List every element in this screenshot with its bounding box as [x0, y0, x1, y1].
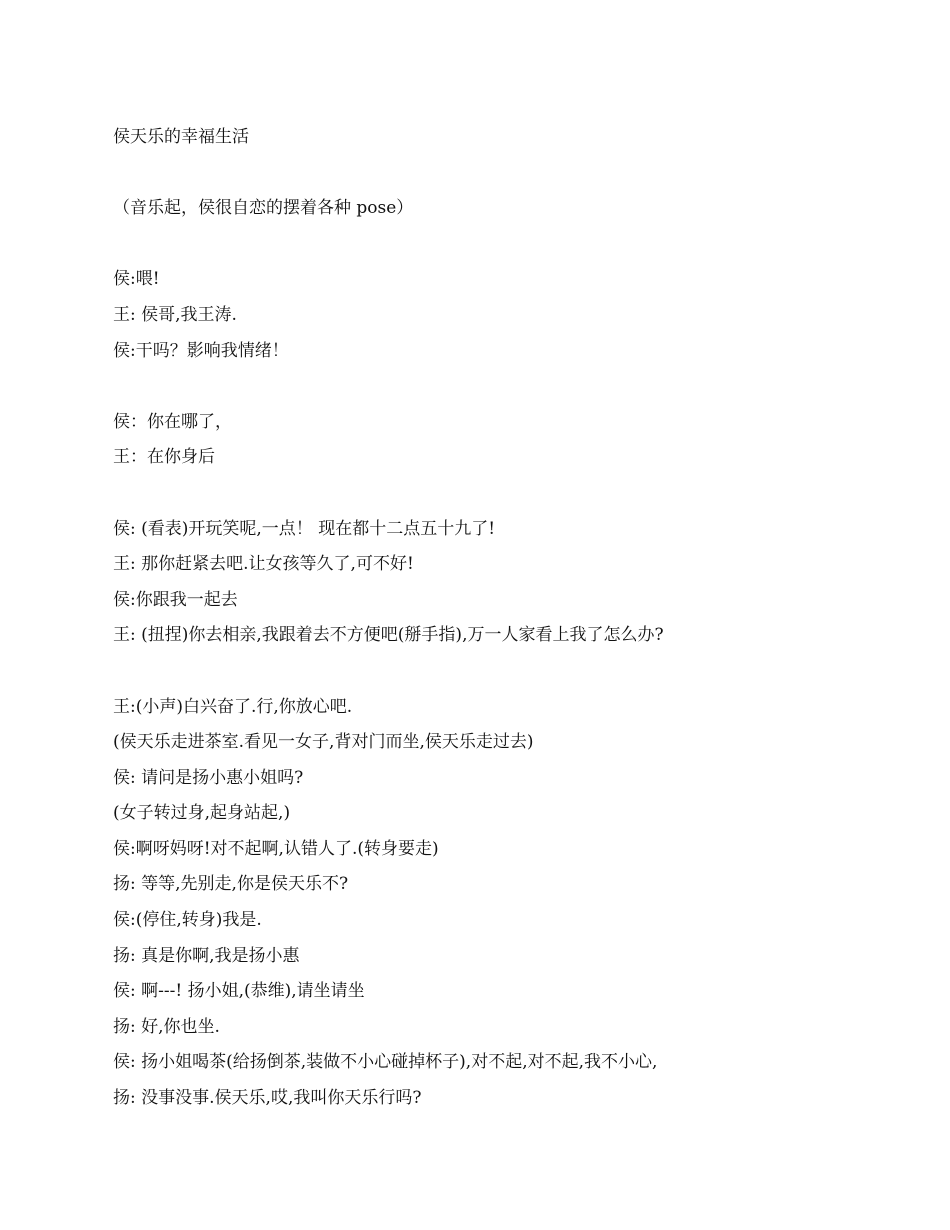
stage-direction: （音乐起，侯很自恋的摆着各种 pose） [113, 198, 414, 219]
dialogue-line: 王：在你身后 [113, 447, 215, 468]
document-title: 侯天乐的幸福生活 [113, 127, 249, 147]
dialogue-line: 侯: (看表)开玩笑呢,一点！ 现在都十二点五十九了! [113, 518, 496, 539]
blank-line [113, 227, 853, 263]
dialogue-line: 侯: 啊---! 扬小姐,(恭维),请坐请坐 [113, 981, 365, 1002]
dialogue-line: 侯:你跟我一起去 [113, 589, 238, 610]
dialogue-line: 扬: 真是你啊,我是扬小惠 [113, 945, 300, 966]
dialogue-line: 扬: 好,你也坐. [113, 1016, 220, 1037]
blank-line [113, 654, 853, 690]
dialogue-line: 侯:啊呀妈呀!对不起啊,认错人了.(转身要走) [113, 838, 439, 859]
dialogue-line: 王:(小声)白兴奋了.行,你放心吧. [113, 696, 353, 717]
dialogue-line: 侯: 请问是扬小惠小姐吗? [113, 767, 304, 788]
dialogue-line: 扬: 没事没事.侯天乐,哎,我叫你天乐行吗? [113, 1088, 422, 1109]
blank-line [113, 156, 853, 192]
dialogue-line: 王: 那你赶紧去吧.让女孩等久了,可不好! [113, 554, 414, 575]
script-body [113, 120, 853, 1117]
dialogue-line: 侯: 扬小姐喝茶(给扬倒茶,装做不小心碰掉杯子),对不起,对不起,我不小心, [113, 1052, 658, 1073]
stage-direction: (侯天乐走进茶室.看见一女子,背对门而坐,侯天乐走过去) [113, 732, 534, 753]
dialogue-line: 侯:干吗？影响我情绪！ [113, 340, 289, 361]
dialogue-line: 王: 侯哥,我王涛. [113, 304, 237, 325]
dialogue-line: 侯:喂! [113, 269, 160, 290]
dialogue-line: 王: (扭捏)你去相亲,我跟着去不方便吧(掰手指),万一人家看上我了怎么办? [113, 625, 664, 646]
dialogue-line: 扬: 等等,先别走,你是侯天乐不? [113, 874, 349, 895]
blank-line [113, 476, 853, 512]
dialogue-line: 侯：你在哪了， [113, 411, 232, 432]
stage-direction: (女子转过身,起身站起,) [113, 803, 291, 824]
blank-line [113, 369, 853, 405]
dialogue-line: 侯:(停住,转身)我是. [113, 910, 262, 931]
